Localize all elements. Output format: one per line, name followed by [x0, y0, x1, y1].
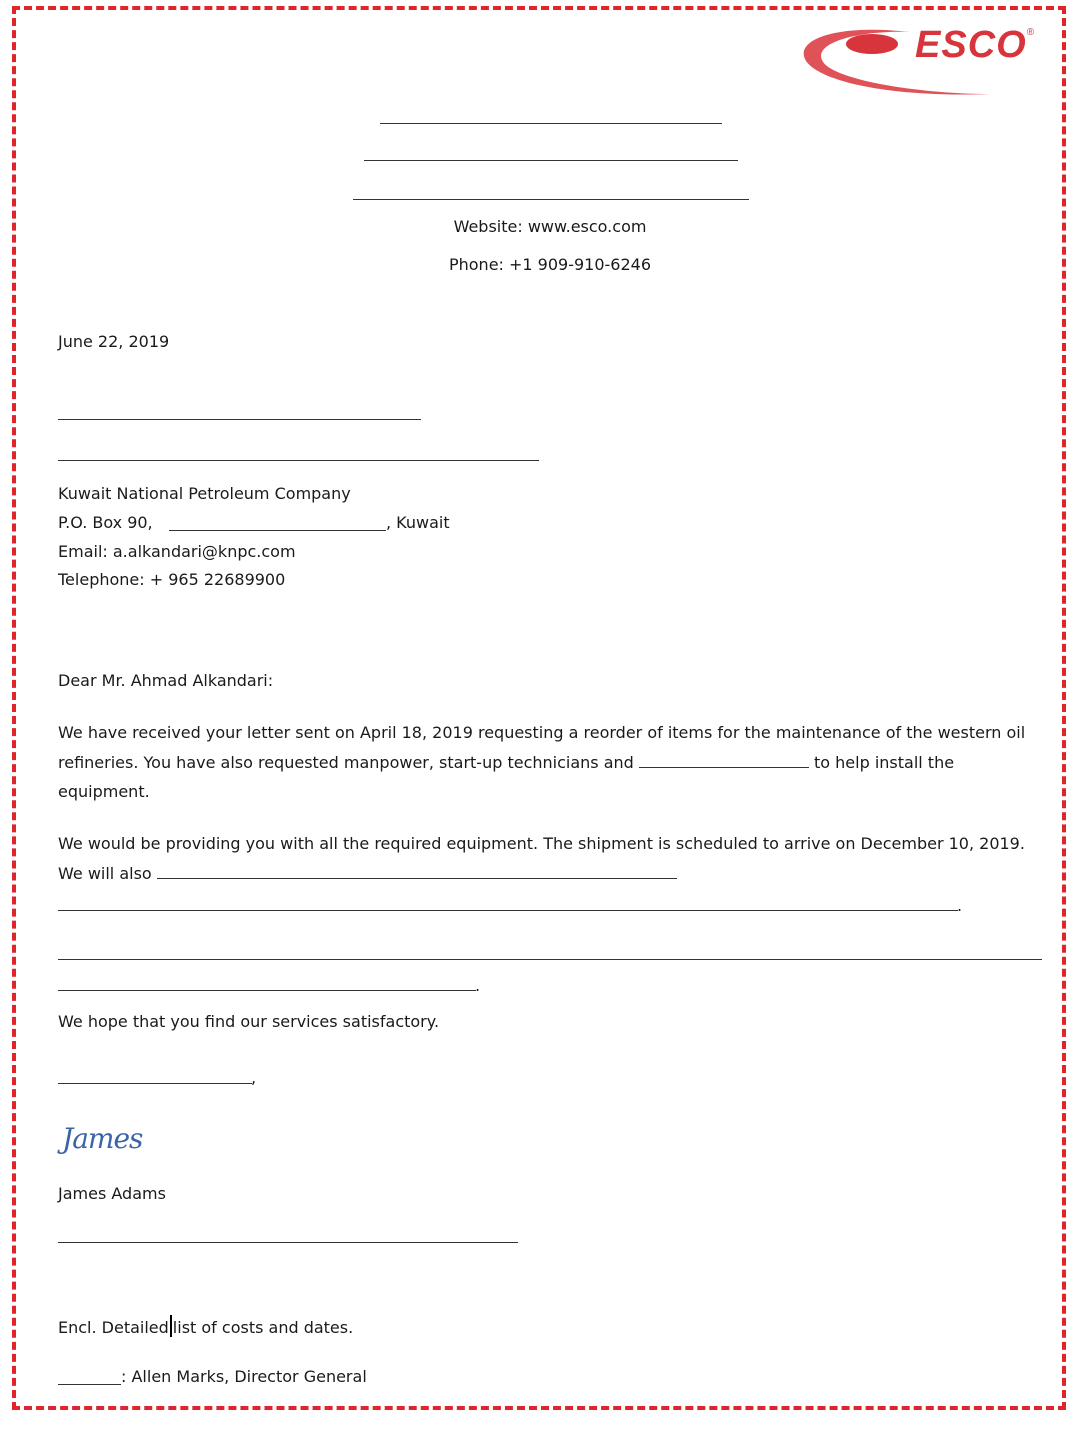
body-paragraph-2: We would be providing you with all the required equipment. The shipment is scheduled to arrive on December 10, 2019. We will also	[58, 834, 1025, 883]
letter-date: June 22, 2019	[58, 332, 170, 351]
header-blank-line-1	[380, 123, 722, 124]
paragraph2-period-2: .	[475, 976, 481, 995]
paragraph1-blank	[639, 751, 809, 768]
paragraph2-period-1: .	[957, 896, 963, 915]
recipient-po-box: P.O. Box 90, , Kuwait	[58, 513, 450, 532]
handwritten-signature: James	[62, 1122, 143, 1155]
closing-sentence: We hope that you find our services satisfactory.	[58, 1012, 440, 1031]
complimentary-close-blank	[58, 1083, 252, 1084]
signer-name: James Adams	[58, 1184, 166, 1203]
recipient-telephone: Telephone: + 965 22689900	[58, 570, 286, 589]
header-website: Website: www.esco.com	[453, 217, 647, 236]
complimentary-close-comma: ,	[251, 1068, 257, 1087]
enclosure-line: Encl. Detailed list of costs and dates.	[58, 1315, 353, 1338]
signer-title-blank	[58, 1242, 518, 1243]
paragraph2-blank-line-3	[58, 990, 476, 991]
recipient-email: Email: a.alkandari@knpc.com	[58, 542, 296, 561]
header-blank-line-3	[353, 199, 749, 200]
recipient-blank-line-2	[58, 460, 539, 461]
header-phone: Phone: +1 909-910-6246	[448, 255, 652, 274]
text-cursor	[170, 1315, 172, 1337]
paragraph2-blank-inline	[157, 862, 677, 879]
recipient-blank-line-1	[58, 419, 421, 420]
paragraph2-blank-line-1	[58, 910, 958, 911]
cc-blank	[58, 1384, 121, 1385]
body-paragraph-1: We have received your letter sent on April 18, 2019 requesting a reorder of items for the maintenance of the western oil refineries. You have also requested manpower, start-up technicians and to help install the equipment.	[58, 723, 1026, 801]
recipient-company: Kuwait National Petroleum Company	[58, 484, 351, 503]
esco-logo-text: ESCO®	[915, 24, 1036, 66]
po-box-blank	[169, 530, 386, 531]
header-blank-line-2	[364, 160, 738, 161]
paragraph2-blank-line-2	[58, 959, 1042, 960]
salutation: Dear Mr. Ahmad Alkandari:	[58, 671, 274, 690]
